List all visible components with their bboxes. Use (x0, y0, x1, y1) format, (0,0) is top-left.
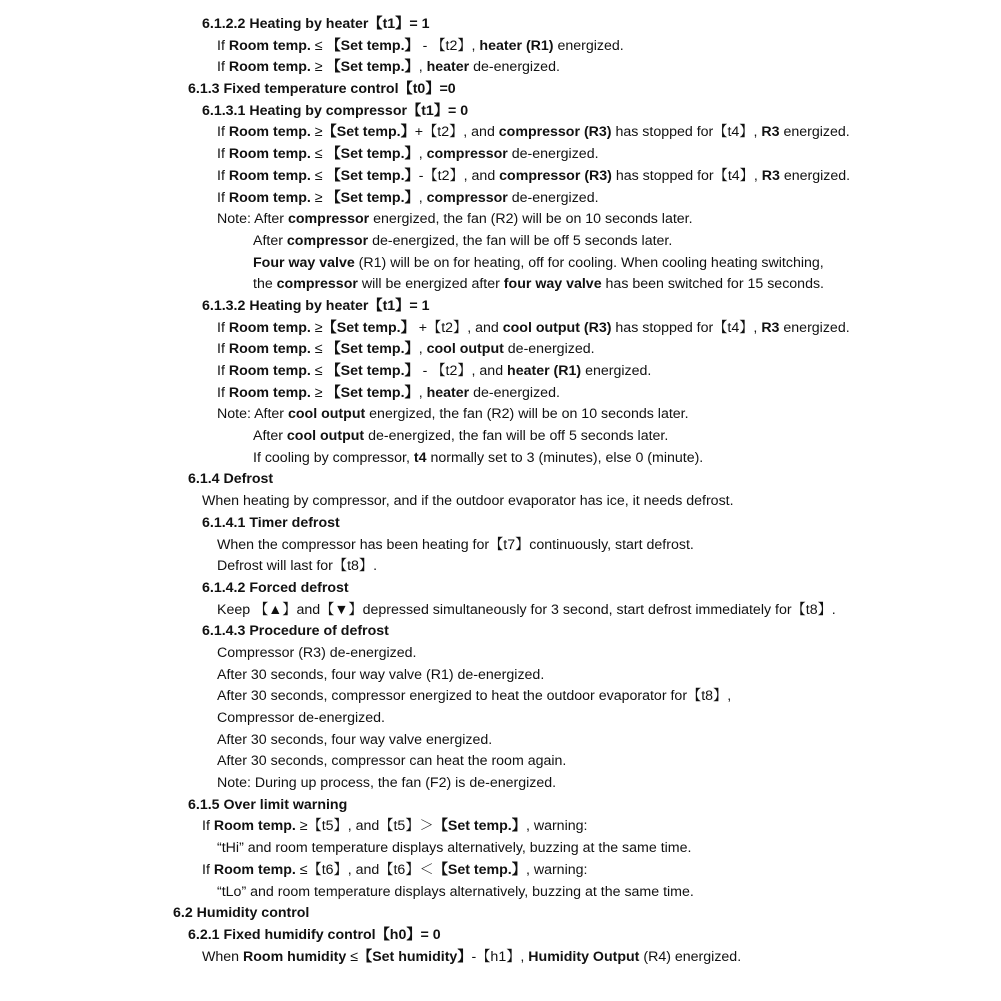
text-line (0, 643, 1001, 665)
text-segment: has stopped for【t4】, (611, 124, 762, 141)
text-segment: has stopped for【t4】, (611, 167, 762, 184)
text-segment: If cooling by compressor, (253, 449, 414, 466)
text-segment: ≤ (310, 167, 327, 184)
bold-term: 【Set humidity】 (358, 948, 472, 965)
bold-term: 【Set temp.】 (326, 37, 419, 54)
text-segment: ≤ (346, 948, 358, 965)
text-segment: After (253, 232, 287, 249)
text-line (0, 882, 1001, 904)
bold-term: 【Set temp.】 (326, 189, 419, 206)
text-segment: , (418, 59, 427, 76)
text-line (0, 816, 1001, 838)
bold-term: 【Set temp.】 (326, 146, 419, 163)
bold-term: 6.2 Humidity control (173, 905, 310, 922)
bold-term: R3 (761, 124, 780, 141)
text-segment: Note: After (217, 406, 288, 423)
bold-term: cool output (R3) (502, 319, 612, 336)
text-line (0, 708, 1001, 730)
text-segment: If (217, 124, 229, 141)
bold-term: compressor (R3) (499, 167, 612, 184)
text-segment: de-energized. (507, 189, 599, 206)
bold-term: 6.1.5 Over limit warning (188, 796, 348, 813)
bold-term: compressor (426, 146, 508, 163)
section-heading (0, 14, 1001, 36)
text-segment: After 30 seconds, compressor energized to heat the outdoor evaporator for【t8】, (217, 688, 732, 705)
section-heading (0, 578, 1001, 600)
text-segment: Note: After (217, 211, 288, 228)
text-segment: de-energized. (469, 59, 560, 76)
text-segment: de-energized. (507, 146, 599, 163)
text-line (0, 491, 1001, 513)
text-line (0, 318, 1001, 340)
bold-term: 【Set temp.】 (433, 818, 526, 835)
bold-term: Room humidity (243, 948, 347, 965)
bold-term: Room temp. (228, 384, 311, 401)
text-segment: After 30 seconds, four way valve (R1) de-energized. (217, 666, 545, 683)
text-line (0, 122, 1001, 144)
bold-term: Humidity Output (528, 948, 640, 965)
text-segment: , (418, 384, 427, 401)
text-segment: has stopped for【t4】, (611, 319, 762, 336)
bold-term: R3 (761, 167, 780, 184)
text-segment: de-energized, the fan will be off 5 seconds later. (368, 232, 673, 249)
text-segment: After 30 seconds, four way valve energized. (217, 731, 493, 748)
text-line (0, 166, 1001, 188)
text-segment: After (253, 428, 287, 445)
bold-term: four way valve (503, 276, 602, 293)
text-line (0, 253, 1001, 275)
bold-term: compressor (287, 211, 370, 228)
text-segment: ≤【t6】, and【t6】＜ (295, 861, 434, 878)
text-segment: Keep 【▲】and【▼】depressed simultaneously for 3 second, start defrost immediately for【t8】. (217, 601, 836, 618)
text-segment: de-energized. (503, 341, 595, 358)
text-line (0, 188, 1001, 210)
text-segment: When heating by compressor, and if the outdoor evaporator has ice, it needs defrost. (202, 493, 734, 510)
text-segment: If (217, 37, 229, 54)
text-segment: +【t2】, and (414, 124, 499, 141)
section-heading (0, 513, 1001, 535)
text-segment: (R4) energized. (639, 948, 742, 965)
section-heading (0, 101, 1001, 123)
bold-term: 【Set temp.】 (326, 384, 419, 401)
bold-term: compressor (286, 232, 369, 249)
text-line (0, 535, 1001, 557)
bold-term: Room temp. (228, 59, 311, 76)
bold-term: Room temp. (228, 363, 311, 379)
text-line (0, 600, 1001, 622)
text-segment: (R1) will be on for heating, off for cooling. When cooling heating switching, (354, 254, 824, 271)
bold-term: Room temp. (213, 861, 296, 878)
bold-term: heater (426, 384, 470, 401)
text-segment: If (217, 167, 229, 184)
text-segment: has been switched for 15 seconds. (601, 276, 825, 293)
text-segment: +【t2】, and (414, 319, 503, 336)
text-segment: Note: During up process, the fan (F2) is de-energized. (217, 775, 557, 792)
bold-term: 【Set temp.】 (326, 363, 419, 379)
text-line (0, 144, 1001, 166)
text-segment: , warning: (525, 818, 588, 835)
section-heading (0, 469, 1001, 491)
text-segment: - 【t2】, (418, 37, 480, 54)
bold-term: compressor (426, 189, 508, 206)
text-line (0, 751, 1001, 773)
section-heading (0, 903, 1001, 925)
text-line (0, 274, 1001, 296)
text-segment: When the compressor has been heating for【t7】continuously, start defrost. (217, 536, 694, 553)
text-segment: energized. (581, 363, 652, 379)
bold-term: cool output (287, 406, 366, 423)
text-line (0, 383, 1001, 405)
text-segment: de-energized, the fan will be off 5 seconds later. (364, 428, 669, 445)
text-segment: “tLo” and room temperature displays alternatively, buzzing at the same time. (217, 883, 694, 900)
text-segment: If (217, 189, 229, 206)
bold-term: 【Set temp.】 (322, 319, 415, 336)
text-line (0, 361, 1001, 383)
text-segment: energized. (553, 37, 624, 54)
bold-term: Room temp. (228, 146, 311, 163)
text-segment: If (217, 363, 229, 379)
bold-term: Room temp. (228, 319, 311, 336)
text-segment: energized, the fan (R2) will be on 10 seconds later. (369, 211, 693, 228)
text-segment: If (217, 146, 229, 163)
text-segment: ≥ (310, 124, 323, 141)
text-line (0, 773, 1001, 795)
text-line (0, 231, 1001, 253)
text-segment: ≥ (310, 384, 327, 401)
text-segment: ≤ (310, 363, 327, 379)
bold-term: 【Set temp.】 (326, 341, 419, 358)
bold-term: 6.1.4.1 Timer defrost (202, 514, 340, 531)
bold-term: compressor (276, 276, 358, 293)
section-heading (0, 621, 1001, 643)
bold-term: heater (426, 59, 470, 76)
text-segment: will be energized after (357, 276, 504, 293)
bold-term: 6.1.4.3 Procedure of defrost (202, 623, 389, 640)
bold-term: 6.1.3.1 Heating by compressor【t1】= 0 (202, 102, 469, 119)
bold-term: heater (R1) (507, 363, 582, 379)
text-segment: , (418, 189, 427, 206)
bold-term: 6.2.1 Fixed humidify control【h0】= 0 (188, 926, 441, 943)
text-segment: -【t2】, and (418, 167, 500, 184)
text-segment: Compressor de-energized. (217, 710, 385, 726)
section-heading (0, 79, 1001, 101)
bold-term: Room temp. (213, 818, 296, 835)
bold-term: cool output (426, 341, 504, 358)
text-segment: If (217, 384, 229, 401)
bold-term: 6.1.3 Fixed temperature control【t0】=0 (188, 81, 456, 98)
text-segment: energized. (779, 167, 851, 184)
bold-term: compressor (R3) (498, 124, 612, 141)
text-line (0, 947, 1001, 969)
text-segment: If (202, 861, 214, 878)
bold-term: 【Set temp.】 (326, 167, 419, 184)
text-segment: When (202, 948, 244, 965)
bold-term: 【Set temp.】 (326, 59, 419, 76)
bold-term: 6.1.3.2 Heating by heater【t1】= 1 (202, 297, 430, 314)
text-line (0, 556, 1001, 578)
text-segment: If (217, 59, 229, 76)
section-heading (0, 296, 1001, 318)
text-line (0, 730, 1001, 752)
section-heading (0, 795, 1001, 817)
text-segment: , (418, 341, 427, 358)
bold-term: heater (R1) (479, 37, 554, 54)
text-segment: If (217, 341, 229, 358)
bold-term: R3 (761, 319, 780, 336)
text-line (0, 665, 1001, 687)
bold-term: 【Set temp.】 (433, 861, 526, 878)
section-heading (0, 925, 1001, 947)
text-line (0, 339, 1001, 361)
text-segment: normally set to 3 (minutes), else 0 (minute). (426, 449, 704, 466)
text-line (0, 404, 1001, 426)
text-segment: energized, the fan (R2) will be on 10 seconds later. (365, 406, 689, 423)
text-segment: Compressor (R3) de-energized. (217, 644, 417, 661)
text-line (0, 860, 1001, 882)
bold-term: t4 (413, 449, 427, 466)
bold-term: Room temp. (228, 124, 311, 141)
text-segment: ≥ (310, 189, 327, 206)
bold-term: Four way valve (253, 254, 355, 271)
text-line (0, 57, 1001, 79)
text-segment: If (202, 818, 214, 835)
bold-term: 6.1.4.2 Forced defrost (202, 579, 349, 596)
bold-term: Room temp. (228, 37, 311, 54)
text-segment: ≥ (310, 59, 327, 76)
text-segment: energized. (779, 124, 850, 141)
text-line (0, 426, 1001, 448)
text-line (0, 36, 1001, 58)
bold-term: Room temp. (228, 167, 311, 184)
text-segment: energized. (779, 319, 850, 336)
text-line (0, 838, 1001, 860)
text-segment: the (253, 276, 277, 293)
text-segment: After 30 seconds, compressor can heat the room again. (217, 753, 567, 770)
text-segment: -【h1】, (471, 948, 529, 965)
document-body (0, 14, 1001, 968)
bold-term: Room temp. (228, 341, 311, 358)
bold-term: 6.1.2.2 Heating by heater【t1】= 1 (202, 16, 430, 32)
bold-term: cool output (286, 428, 365, 445)
text-segment: - 【t2】, and (418, 363, 508, 379)
text-segment: ≤ (310, 37, 327, 54)
bold-term: Room temp. (228, 189, 311, 206)
text-line (0, 686, 1001, 708)
text-segment: , (418, 146, 427, 163)
bold-term: 6.1.4 Defrost (188, 471, 274, 488)
bold-term: 【Set temp.】 (322, 124, 415, 141)
text-segment: “tHi” and room temperature displays alternatively, buzzing at the same time. (217, 840, 692, 857)
text-segment: ≤ (310, 146, 327, 163)
text-segment: de-energized. (469, 384, 560, 401)
text-segment: ≤ (310, 341, 327, 358)
text-line (0, 209, 1001, 231)
text-segment: , warning: (525, 861, 588, 878)
text-segment: If (217, 319, 229, 336)
text-segment: ≥【t5】, and【t5】＞ (295, 818, 434, 835)
text-segment: Defrost will last for【t8】. (217, 558, 378, 575)
text-segment: ≥ (310, 319, 323, 336)
text-line (0, 448, 1001, 470)
